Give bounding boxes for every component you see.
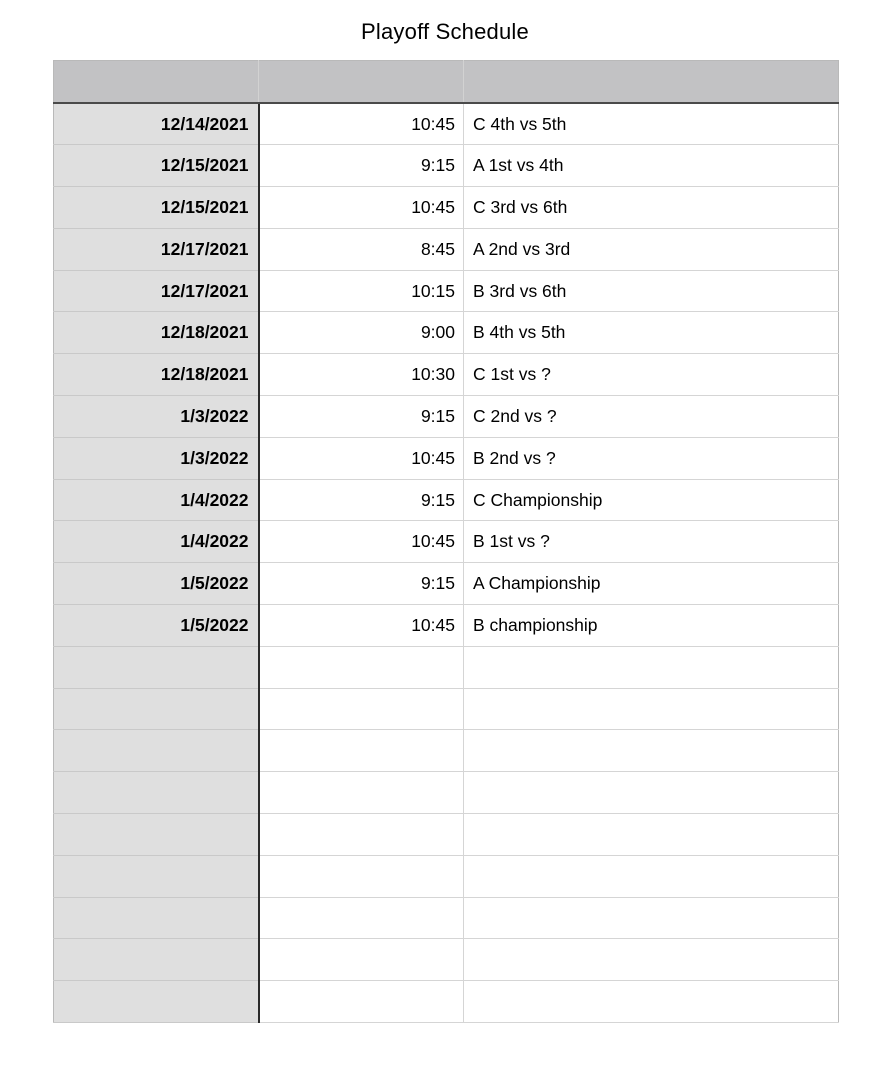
cell-time[interactable]: [259, 939, 464, 981]
cell-game[interactable]: [464, 646, 839, 688]
cell-date[interactable]: 12/17/2021: [54, 270, 259, 312]
cell-time[interactable]: [259, 772, 464, 814]
cell-time[interactable]: 9:15: [259, 145, 464, 187]
cell-game[interactable]: [464, 814, 839, 856]
cell-date[interactable]: 1/4/2022: [54, 479, 259, 521]
spreadsheet: [53, 60, 839, 1023]
cell-game[interactable]: B 4th vs 5th: [464, 312, 839, 354]
cell-time[interactable]: 10:45: [259, 437, 464, 479]
page-title: Playoff Schedule: [361, 19, 529, 44]
cell-game[interactable]: [464, 897, 839, 939]
cell-date[interactable]: 1/3/2022: [54, 437, 259, 479]
cell-date[interactable]: 12/18/2021: [54, 312, 259, 354]
cell-game[interactable]: [464, 981, 839, 1023]
table-row: [54, 270, 839, 312]
table-row: [54, 688, 839, 730]
cell-game[interactable]: B 3rd vs 6th: [464, 270, 839, 312]
table-row: [54, 897, 839, 939]
cell-date[interactable]: [54, 772, 259, 814]
cell-game[interactable]: C 2nd vs ?: [464, 396, 839, 438]
cell-date[interactable]: 1/4/2022: [54, 521, 259, 563]
cell-time[interactable]: [259, 646, 464, 688]
table-row: [54, 354, 839, 396]
cell-time[interactable]: [259, 730, 464, 772]
cell-date[interactable]: [54, 646, 259, 688]
cell-game[interactable]: [464, 688, 839, 730]
cell-game[interactable]: C 3rd vs 6th: [464, 187, 839, 229]
cell-game[interactable]: C 4th vs 5th: [464, 103, 839, 145]
cell-date[interactable]: [54, 981, 259, 1023]
cell-game[interactable]: [464, 730, 839, 772]
cell-date[interactable]: 1/5/2022: [54, 605, 259, 647]
table-row: [54, 563, 839, 605]
cell-date[interactable]: 12/15/2021: [54, 145, 259, 187]
cell-date[interactable]: 12/18/2021: [54, 354, 259, 396]
cell-time[interactable]: 10:45: [259, 605, 464, 647]
cell-game[interactable]: B 1st vs ?: [464, 521, 839, 563]
table-row: [54, 479, 839, 521]
cell-time[interactable]: 10:45: [259, 187, 464, 229]
table-body: [54, 103, 839, 1023]
header-row: [54, 61, 839, 104]
cell-time[interactable]: [259, 981, 464, 1023]
table-row: [54, 228, 839, 270]
cell-time[interactable]: 10:45: [259, 521, 464, 563]
cell-game[interactable]: C 1st vs ?: [464, 354, 839, 396]
cell-game[interactable]: [464, 939, 839, 981]
cell-date[interactable]: [54, 855, 259, 897]
cell-game[interactable]: A Championship: [464, 563, 839, 605]
cell-time[interactable]: [259, 855, 464, 897]
table-row: [54, 187, 839, 229]
cell-time[interactable]: [259, 897, 464, 939]
cell-time[interactable]: 10:45: [259, 103, 464, 145]
cell-time[interactable]: 9:00: [259, 312, 464, 354]
table-row: [54, 939, 839, 981]
table-row: [54, 814, 839, 856]
cell-game[interactable]: A 1st vs 4th: [464, 145, 839, 187]
cell-time[interactable]: [259, 814, 464, 856]
cell-date[interactable]: 1/3/2022: [54, 396, 259, 438]
table-row: [54, 312, 839, 354]
cell-game[interactable]: B championship: [464, 605, 839, 647]
cell-game[interactable]: [464, 855, 839, 897]
table-row: [54, 855, 839, 897]
table-row: [54, 646, 839, 688]
cell-date[interactable]: [54, 939, 259, 981]
table-row: [54, 103, 839, 145]
cell-date[interactable]: [54, 814, 259, 856]
table-row: [54, 437, 839, 479]
cell-time[interactable]: 10:15: [259, 270, 464, 312]
table-row: [54, 145, 839, 187]
cell-time[interactable]: 9:15: [259, 479, 464, 521]
cell-game[interactable]: A 2nd vs 3rd: [464, 228, 839, 270]
cell-time[interactable]: 10:30: [259, 354, 464, 396]
header-cell-date[interactable]: [54, 61, 259, 104]
schedule-table: [53, 60, 839, 1023]
cell-date[interactable]: 1/5/2022: [54, 563, 259, 605]
cell-date[interactable]: 12/15/2021: [54, 187, 259, 229]
table-row: [54, 605, 839, 647]
cell-date[interactable]: [54, 897, 259, 939]
cell-date[interactable]: 12/14/2021: [54, 103, 259, 145]
header-cell-time[interactable]: [259, 61, 464, 104]
cell-date[interactable]: 12/17/2021: [54, 228, 259, 270]
cell-time[interactable]: 9:15: [259, 563, 464, 605]
cell-date[interactable]: [54, 688, 259, 730]
cell-game[interactable]: B 2nd vs ?: [464, 437, 839, 479]
table-row: [54, 396, 839, 438]
table-row: [54, 981, 839, 1023]
header-cell-game[interactable]: [464, 61, 839, 104]
cell-game[interactable]: [464, 772, 839, 814]
cell-game[interactable]: C Championship: [464, 479, 839, 521]
cell-date[interactable]: [54, 730, 259, 772]
table-row: [54, 730, 839, 772]
cell-time[interactable]: [259, 688, 464, 730]
cell-time[interactable]: 8:45: [259, 228, 464, 270]
table-row: [54, 521, 839, 563]
table-row: [54, 772, 839, 814]
cell-time[interactable]: 9:15: [259, 396, 464, 438]
